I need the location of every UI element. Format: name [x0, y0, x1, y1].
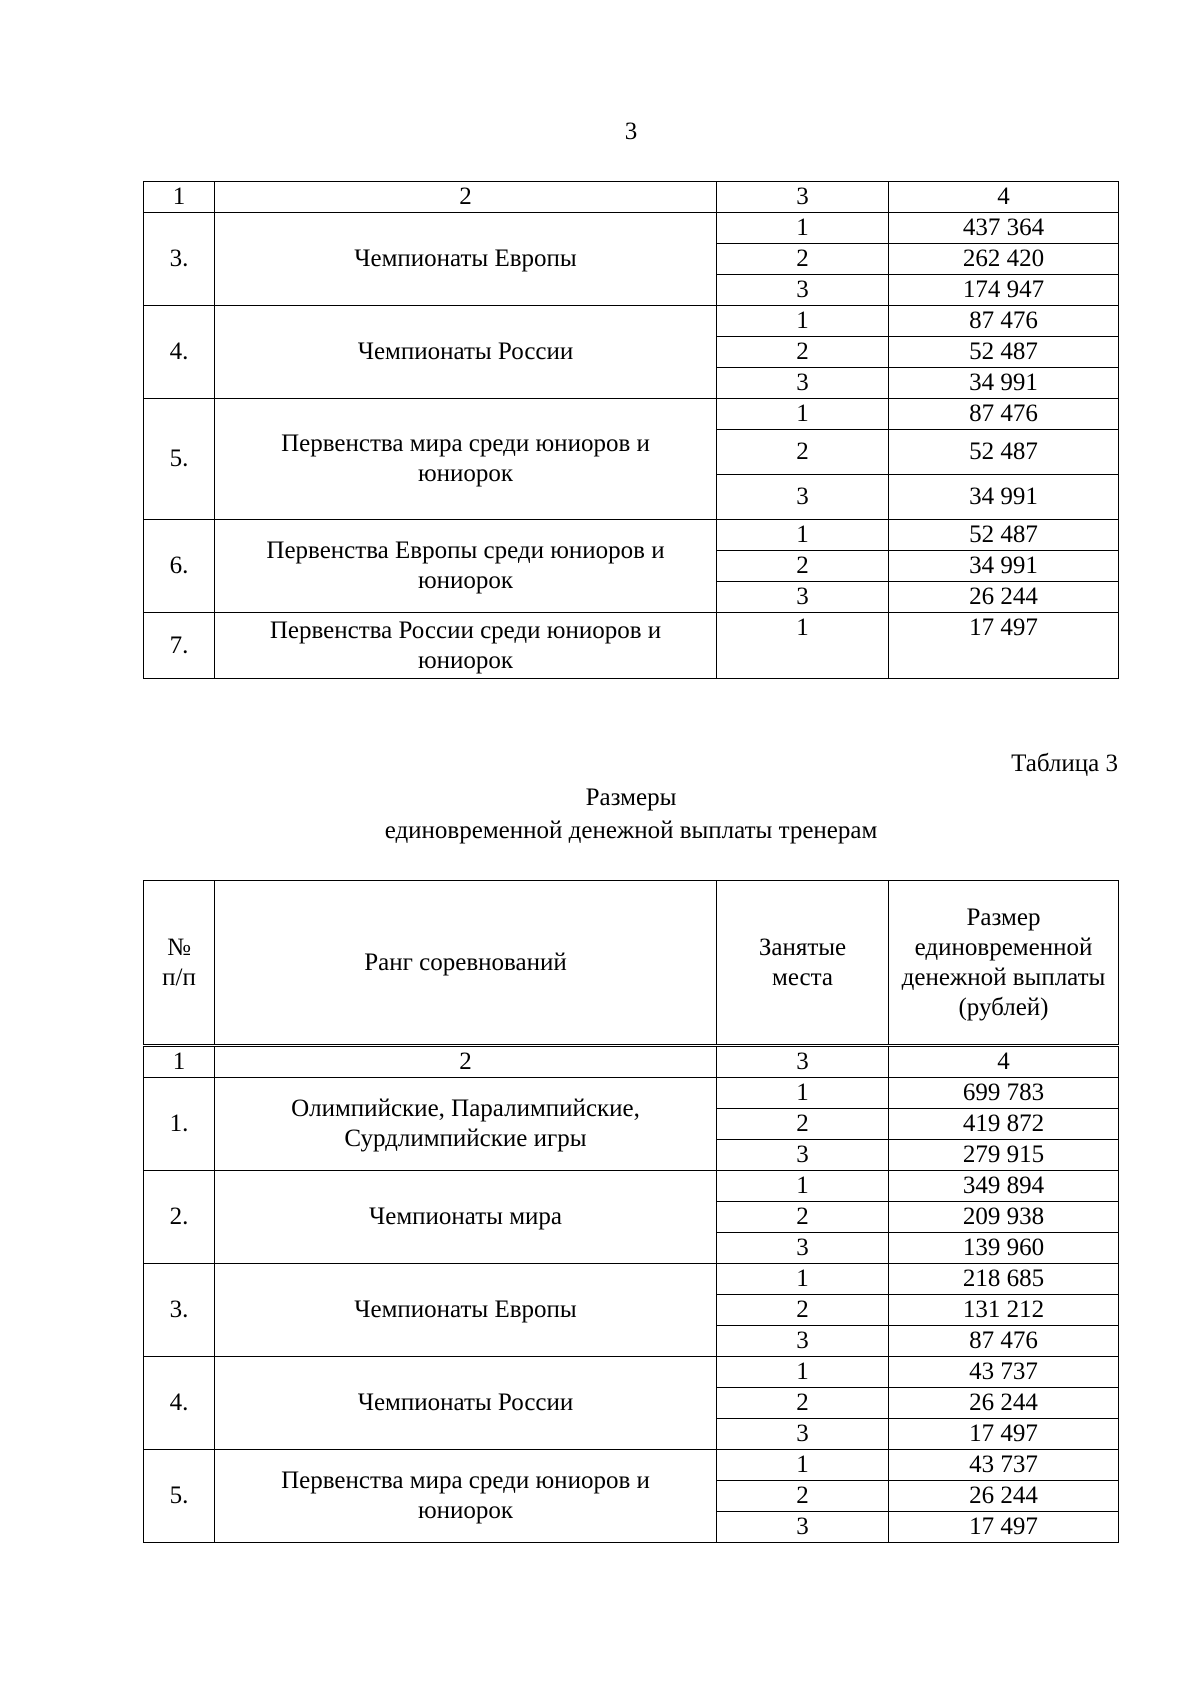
- colnum-cell: 3: [717, 182, 889, 213]
- table-row: [144, 1357, 1119, 1388]
- place-cell: 3: [717, 1419, 889, 1450]
- colnum-cell: 1: [144, 1047, 215, 1078]
- column-number-row: [144, 182, 1119, 213]
- row-number: 5.: [144, 399, 215, 520]
- row-number: 7.: [144, 613, 215, 679]
- table-row: [144, 1078, 1119, 1109]
- amount-cell: 52 487: [889, 337, 1119, 368]
- row-number: 4.: [144, 1357, 215, 1450]
- place-cell: 1: [717, 306, 889, 337]
- header-row: [144, 881, 1119, 1045]
- table-row: [144, 520, 1119, 551]
- competition-name: Чемпионаты России: [215, 1357, 717, 1450]
- competition-name: Чемпионаты Европы: [215, 1264, 717, 1357]
- amount-cell: 139 960: [889, 1233, 1119, 1264]
- colnum-cell: 4: [889, 1047, 1119, 1078]
- header-amount: Размер единовременной денежной выплаты (рублей): [889, 881, 1119, 1045]
- amount-cell: 279 915: [889, 1140, 1119, 1171]
- place-cell: 3: [717, 275, 889, 306]
- amount-cell: 26 244: [889, 582, 1119, 613]
- place-cell: 3: [717, 1512, 889, 1543]
- amount-cell: 87 476: [889, 306, 1119, 337]
- place-cell: 3: [717, 368, 889, 399]
- place-cell: 3: [717, 475, 889, 520]
- amount-cell: 174 947: [889, 275, 1119, 306]
- place-cell: 1: [717, 213, 889, 244]
- place-cell: 1: [717, 1450, 889, 1481]
- colnum-cell: 1: [144, 182, 215, 213]
- amount-cell: 87 476: [889, 399, 1119, 430]
- amount-cell: 34 991: [889, 368, 1119, 399]
- place-cell: 1: [717, 399, 889, 430]
- amount-cell: 87 476: [889, 1326, 1119, 1357]
- colnum-cell: 2: [215, 1047, 717, 1078]
- competition-name: Чемпионаты Европы: [215, 213, 717, 306]
- place-cell: 3: [717, 1233, 889, 1264]
- amount-cell: 218 685: [889, 1264, 1119, 1295]
- competition-name: Олимпийские, Паралимпийские, Сурдлимпийские игры: [215, 1078, 717, 1171]
- table-label: Таблица 3: [1011, 750, 1118, 777]
- table-title: Размеры: [585, 784, 677, 811]
- row-number: 5.: [144, 1450, 215, 1543]
- amount-cell: 26 244: [889, 1388, 1119, 1419]
- place-cell: 1: [717, 1264, 889, 1295]
- amount-cell: 26 244: [889, 1481, 1119, 1512]
- row-number: 1.: [144, 1078, 215, 1171]
- competition-name: Первенства мира среди юниоров и юниорок: [215, 1450, 717, 1543]
- place-cell: 2: [717, 337, 889, 368]
- place-cell: 1: [717, 613, 889, 679]
- amount-cell: 437 364: [889, 213, 1119, 244]
- place-cell: 2: [717, 1481, 889, 1512]
- competition-name: Первенства России среди юниоров и юниорок: [215, 613, 717, 679]
- place-cell: 3: [717, 1326, 889, 1357]
- amount-cell: 52 487: [889, 430, 1119, 475]
- table-row: [144, 1450, 1119, 1481]
- table-row: [144, 1264, 1119, 1295]
- table-subtitle: единовременной денежной выплаты тренерам: [384, 817, 878, 844]
- competition-name: Чемпионаты России: [215, 306, 717, 399]
- place-cell: 2: [717, 551, 889, 582]
- amount-cell: 419 872: [889, 1109, 1119, 1140]
- amount-cell: 34 991: [889, 551, 1119, 582]
- column-number-row: [144, 1047, 1119, 1078]
- amount-cell: 34 991: [889, 475, 1119, 520]
- coach-payments-table-header: [143, 880, 1119, 1045]
- amount-cell: 43 737: [889, 1357, 1119, 1388]
- colnum-cell: 2: [215, 182, 717, 213]
- place-cell: 2: [717, 244, 889, 275]
- amount-cell: 17 497: [889, 1512, 1119, 1543]
- amount-cell: 209 938: [889, 1202, 1119, 1233]
- amount-cell: 43 737: [889, 1450, 1119, 1481]
- amount-cell: 17 497: [889, 1419, 1119, 1450]
- amount-cell: 131 212: [889, 1295, 1119, 1326]
- competition-name: Первенства мира среди юниоров и юниорок: [215, 399, 717, 520]
- place-cell: 1: [717, 520, 889, 551]
- table-row: [144, 399, 1119, 430]
- colnum-cell: 4: [889, 182, 1119, 213]
- place-cell: 2: [717, 1295, 889, 1326]
- amount-cell: 699 783: [889, 1078, 1119, 1109]
- amount-cell: 262 420: [889, 244, 1119, 275]
- table-row: [144, 613, 1119, 679]
- header-rank: Ранг соревнований: [215, 881, 717, 1045]
- place-cell: 3: [717, 1140, 889, 1171]
- amount-cell: 52 487: [889, 520, 1119, 551]
- colnum-cell: 3: [717, 1047, 889, 1078]
- place-cell: 2: [717, 1202, 889, 1233]
- row-number: 2.: [144, 1171, 215, 1264]
- place-cell: 1: [717, 1357, 889, 1388]
- place-cell: 1: [717, 1078, 889, 1109]
- table-row: [144, 1171, 1119, 1202]
- header-places: Занятые места: [717, 881, 889, 1045]
- place-cell: 1: [717, 1171, 889, 1202]
- place-cell: 2: [717, 430, 889, 475]
- table-row: [144, 306, 1119, 337]
- amount-cell: 349 894: [889, 1171, 1119, 1202]
- row-number: 4.: [144, 306, 215, 399]
- row-number: 3.: [144, 213, 215, 306]
- table-row: [144, 213, 1119, 244]
- competition-name: Первенства Европы среди юниоров и юниорок: [215, 520, 717, 613]
- awards-table-continuation: [143, 181, 1119, 679]
- place-cell: 3: [717, 582, 889, 613]
- place-cell: 2: [717, 1109, 889, 1140]
- coach-payments-table: [143, 1046, 1119, 1543]
- header-num: № п/п: [144, 881, 215, 1045]
- amount-cell: 17 497: [889, 613, 1119, 679]
- place-cell: 2: [717, 1388, 889, 1419]
- page-number: 3: [624, 118, 638, 145]
- competition-name: Чемпионаты мира: [215, 1171, 717, 1264]
- row-number: 6.: [144, 520, 215, 613]
- row-number: 3.: [144, 1264, 215, 1357]
